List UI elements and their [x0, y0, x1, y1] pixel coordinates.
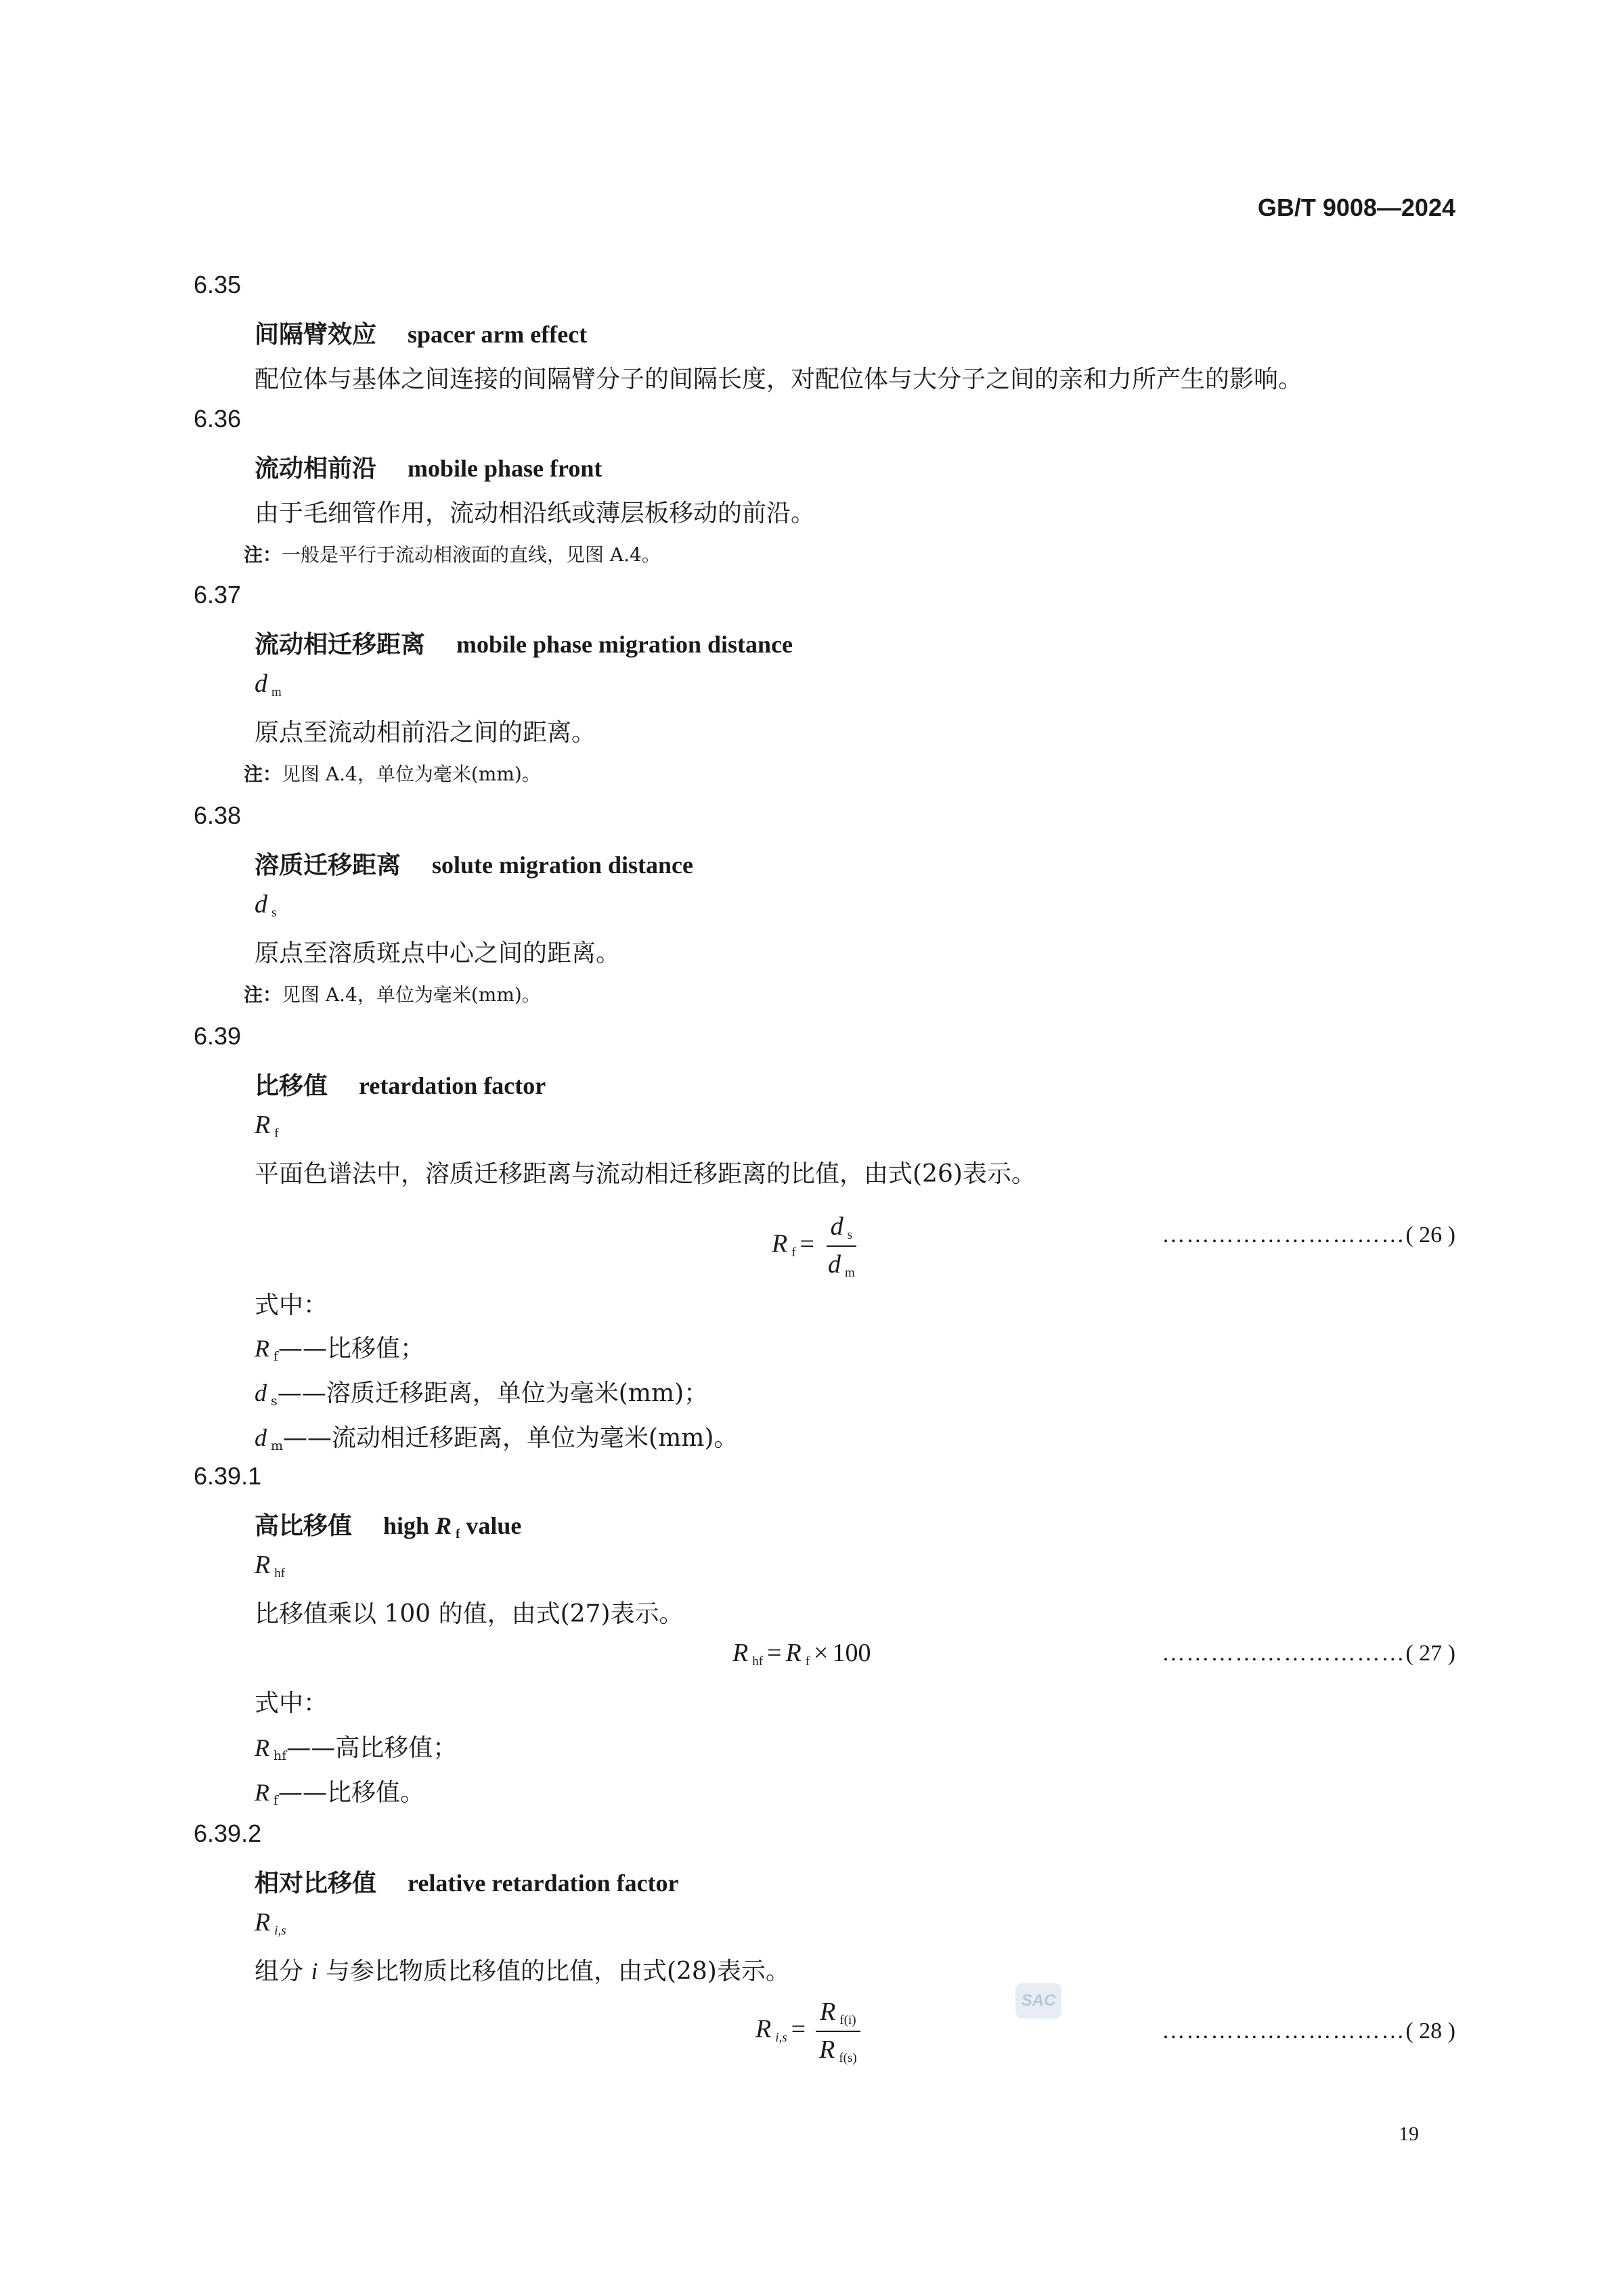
term-zh: 高比移值 — [255, 1511, 353, 1540]
term-title — [255, 449, 602, 484]
term-en: high R $_f$ value — [383, 1512, 522, 1541]
term-symbol: R $_f$ — [255, 1111, 279, 1141]
term-symbol: d $_s$ — [255, 890, 277, 920]
definition: 平面色谱法中，溶质迁移距离与流动相迁移距离的比值，由式(26)表示。 — [255, 1160, 1036, 1188]
note — [244, 759, 541, 787]
standard-code-header: GB/T 9008—2024 — [1257, 194, 1455, 221]
clause-number: 6.39 — [194, 1022, 242, 1050]
where-item: R $_{hf}$——高比移值； — [255, 1734, 458, 1763]
formula-28: Ri,s = $\frac{R _{f(i)}}{R _{f(s)}}$ — [755, 1997, 861, 2066]
term-symbol: R $_{hf}$ — [255, 1551, 286, 1581]
clause-number: 6.36 — [194, 405, 242, 433]
term-symbol: Ri,s — [255, 1908, 286, 1938]
clause-number: 6.39.2 — [194, 1819, 262, 1847]
clause-number: 6.35 — [194, 271, 242, 299]
sac-watermark-logo: SAC — [1015, 1983, 1061, 2018]
note-text: 一般是平行于流动相液面的直线，见图 A.4。 — [282, 544, 661, 566]
term-zh: 溶质迁移距离 — [255, 851, 401, 879]
note-label: 注： — [244, 984, 282, 1006]
note-text: 见图 A.4，单位为毫米(mm)。 — [282, 763, 541, 785]
where-item: d $_s$——溶质迁移距离，单位为毫米(mm)； — [255, 1379, 709, 1409]
where-label: 式中： — [255, 1690, 328, 1717]
term-symbol: d $_m$ — [255, 669, 282, 699]
term-title — [255, 846, 693, 881]
term-title — [255, 1507, 521, 1542]
definition: 组分 i 与参比物质比移值的比值，由式(28)表示。 — [255, 1958, 790, 1985]
formula-number: …………………………( 26 ) — [1162, 1222, 1455, 1248]
term-en: spacer arm effect — [408, 321, 588, 348]
formula-26: R $_f$ = $\frac{d _s}{d _m}$ — [772, 1212, 859, 1281]
term-zh: 间隔臂效应 — [255, 320, 377, 349]
term-en: retardation factor — [359, 1072, 546, 1099]
where-label: 式中： — [255, 1292, 328, 1319]
definition: 比移值乘以 100 的值，由式(27)表示。 — [255, 1600, 684, 1628]
term-zh: 流动相前沿 — [255, 454, 377, 483]
term-title — [255, 625, 793, 660]
note-label: 注： — [244, 544, 282, 566]
term-en: mobile phase front — [408, 455, 602, 482]
definition: 由于毛细管作用，流动相沿纸或薄层板移动的前沿。 — [255, 500, 816, 527]
note-text: 见图 A.4，单位为毫米(mm)。 — [282, 984, 541, 1006]
term-en: mobile phase migration distance — [456, 631, 793, 658]
definition: 原点至溶质斑点中心之间的距离。 — [255, 940, 621, 967]
formula-number: …………………………( 27 ) — [1162, 1641, 1455, 1666]
term-title — [255, 315, 587, 350]
clause-number: 6.39.1 — [194, 1462, 262, 1490]
definition: 原点至流动相前沿之间的距离。 — [255, 719, 596, 747]
formula-27: R $_{hf}$ = R $_f$ × 100 — [732, 1639, 871, 1669]
clause-number: 6.38 — [194, 801, 242, 829]
term-zh: 比移值 — [255, 1072, 328, 1100]
note — [244, 980, 541, 1007]
page-number: 19 — [1399, 2123, 1419, 2145]
term-title — [255, 1864, 679, 1899]
clause-number: 6.37 — [194, 581, 242, 609]
term-title — [255, 1067, 546, 1101]
where-item: R $_f$——比移值； — [255, 1335, 425, 1364]
formula-number: …………………………( 28 ) — [1162, 2018, 1455, 2044]
note-label: 注： — [244, 763, 282, 785]
where-item: R $_f$——比移值。 — [255, 1779, 425, 1808]
where-item: d $_m$——流动相迁移距离，单位为毫米(mm)。 — [255, 1424, 739, 1453]
term-zh: 流动相迁移距离 — [255, 630, 426, 659]
definition: 配位体与基体之间连接的间隔臂分子的间隔长度，对配位体与大分子之间的亲和力所产生的影响。 — [255, 366, 1303, 393]
term-en: relative retardation factor — [408, 1870, 679, 1897]
term-zh: 相对比移值 — [255, 1869, 377, 1897]
note — [244, 540, 661, 567]
term-en: solute migration distance — [432, 852, 693, 879]
